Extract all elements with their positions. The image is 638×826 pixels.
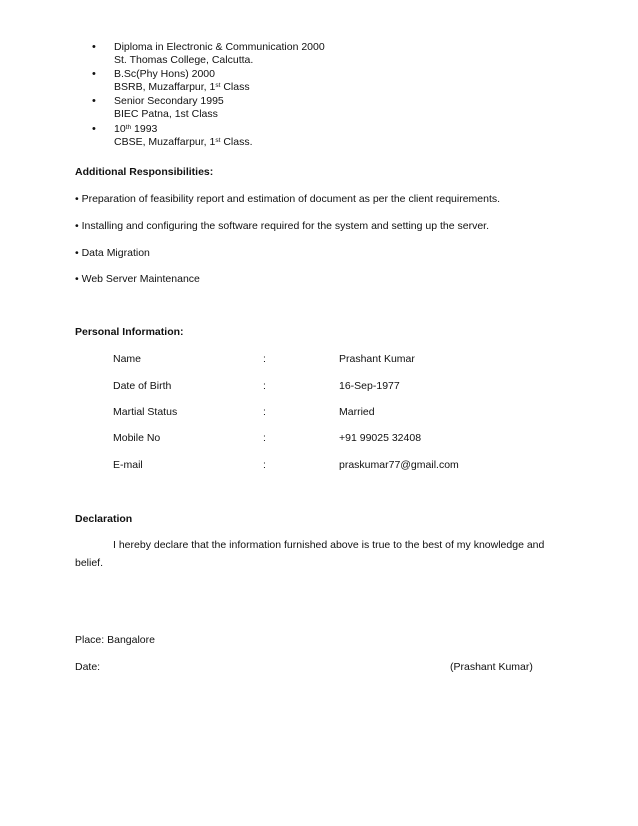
- personal-information-heading: Personal Information:: [75, 326, 184, 338]
- personal-info-row: [0, 406, 638, 420]
- field-separator: :: [263, 406, 266, 418]
- field-separator: :: [263, 353, 266, 365]
- field-label: Date of Birth: [113, 380, 172, 392]
- responsibility-item: • Preparation of feasibility report and estimation of document as per the client requirements.: [75, 193, 501, 205]
- personal-info-row: [0, 380, 638, 394]
- bullet-icon: •: [92, 41, 96, 53]
- bullet-icon: •: [92, 95, 96, 107]
- declaration-text: I hereby declare that the information furnished above is true to the best of my knowledge and: [113, 539, 545, 551]
- education-title: B.Sc(Phy Hons) 2000: [114, 68, 215, 80]
- personal-info-row: [0, 353, 638, 367]
- field-label: E-mail: [113, 459, 143, 471]
- education-institution: BIEC Patna, 1st Class: [114, 108, 218, 120]
- education-institution: BSRB, Muzaffarpur, 1st Class: [114, 81, 250, 93]
- education-title: Diploma in Electronic & Communication 2000: [114, 41, 325, 53]
- responsibility-item: • Data Migration: [75, 247, 150, 259]
- field-label: Martial Status: [113, 406, 178, 418]
- responsibility-item: • Installing and configuring the software required for the system and setting up the server.: [75, 220, 489, 232]
- responsibility-item: • Web Server Maintenance: [75, 273, 200, 285]
- declaration-heading: Declaration: [75, 513, 133, 525]
- additional-responsibilities-heading: Additional Responsibilities:: [75, 166, 214, 178]
- education-title: 10th 1993: [114, 123, 158, 135]
- field-separator: :: [263, 459, 266, 471]
- personal-info-row: [0, 432, 638, 446]
- signature-name: (Prashant Kumar): [450, 661, 533, 673]
- field-value: Prashant Kumar: [339, 353, 415, 365]
- education-institution: CBSE, Muzaffarpur, 1st Class.: [114, 136, 253, 148]
- field-separator: :: [263, 432, 266, 444]
- field-value: Married: [339, 406, 375, 418]
- email-value: praskumar77@gmail.com: [339, 459, 459, 471]
- field-value: 16-Sep-1977: [339, 380, 400, 392]
- field-label: Mobile No: [113, 432, 161, 444]
- education-institution: St. Thomas College, Calcutta.: [114, 54, 254, 66]
- declaration-text-continued: belief.: [75, 557, 104, 569]
- place-line: Place: Bangalore: [75, 634, 155, 646]
- bullet-icon: •: [92, 123, 96, 135]
- date-line: Date:: [75, 661, 101, 673]
- personal-info-row: [0, 459, 638, 473]
- education-title: Senior Secondary 1995: [114, 95, 224, 107]
- field-label: Name: [113, 353, 142, 365]
- field-value: +91 99025 32408: [339, 432, 422, 444]
- bullet-icon: •: [92, 68, 96, 80]
- field-separator: :: [263, 380, 266, 392]
